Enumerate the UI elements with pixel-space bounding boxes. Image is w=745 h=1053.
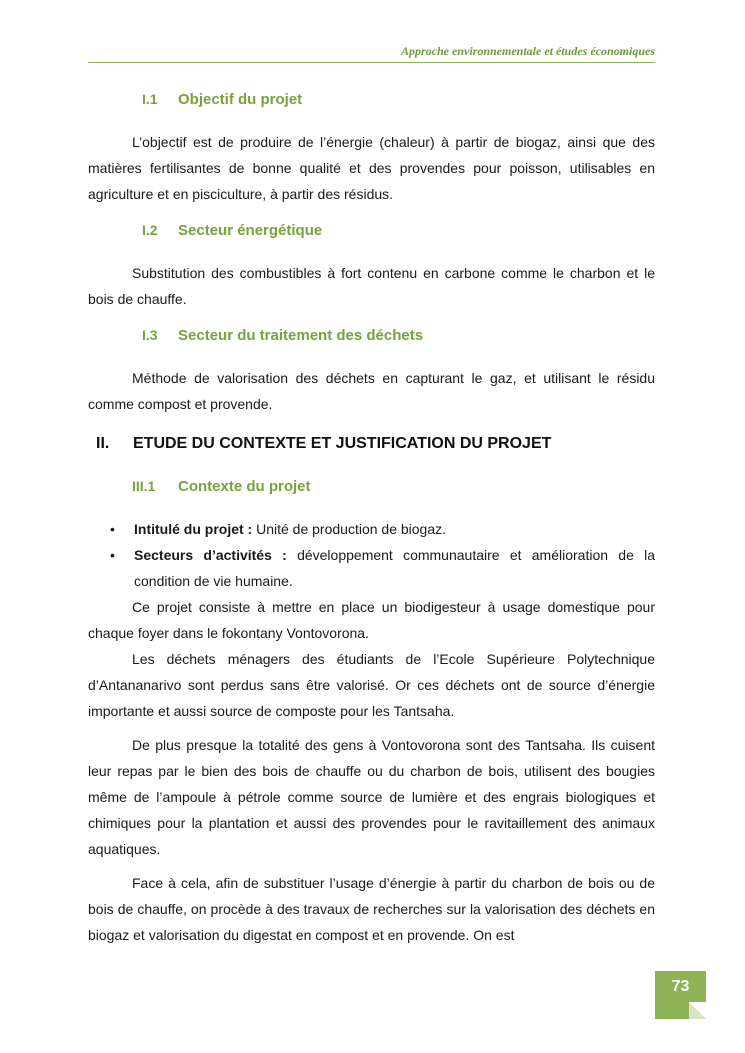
project-facts-list (88, 516, 655, 594)
section-number: I.3 (142, 327, 158, 343)
section-heading-dechets (142, 322, 655, 349)
section-title: Contexte du projet (178, 478, 311, 495)
chapter-title: ETUDE DU CONTEXTE ET JUSTIFICATION DU PROJET (133, 435, 552, 452)
page-corner-fold (689, 1002, 706, 1019)
page-content (88, 84, 655, 948)
section-title: Objectif du projet (178, 91, 303, 108)
section-title: Secteur énergétique (178, 222, 323, 239)
header-rule (88, 62, 655, 63)
running-header: Approche environnementale et études économiques (401, 44, 655, 58)
list-item (88, 516, 655, 542)
paragraph-dechets: Méthode de valorisation des déchets en capturant le gaz, et utilisant le résidu comme compost et provende. (88, 370, 655, 412)
paragraph-contexte-4: Face à cela, afin de substituer l’usage d’énergie à partir du charbon de bois ou de bois de chauffe, on procède à des travaux de recherches sur la valorisation des déchets en biogaz et valorisation du digestat en compost et en provende. On est (88, 875, 655, 943)
item-text: Unité de production de biogaz. (256, 521, 447, 537)
section-heading-energetique (142, 217, 655, 244)
list-item (88, 542, 655, 594)
chapter-heading (96, 431, 655, 457)
page-number: 73 (671, 978, 690, 995)
paragraph-contexte-3: De plus presque la totalité des gens à Vontovorona sont des Tantsaha. Ils cuisent leur repas par le bien des bois de chauffe ou du charbon de bois, utilisent des bougies même de l’ampoule à pétrole comme source de lumière et des engrais biologiques et chimiques pour la plantation et aussi des provendes pour le ravitaillement des animaux aquatiques. (88, 737, 655, 857)
item-text: développement communautaire et amélioration de la condition de vie humaine. (134, 547, 656, 589)
section-number: I.2 (142, 222, 158, 238)
paragraph-contexte-1: Ce projet consiste à mettre en place un biodigesteur à usage domestique pour chaque foyer dans le fokontany Vontovorona. (88, 599, 655, 641)
section-heading-objectif (142, 86, 655, 113)
item-label: Intitulé du projet : (134, 521, 253, 537)
section-heading-contexte (132, 473, 655, 500)
paragraph-energetique: Substitution des combustibles à fort contenu en carbone comme le charbon et le bois de chauffe. (88, 265, 655, 307)
chapter-number: II. (96, 435, 110, 452)
paragraph-contexte-2: Les déchets ménagers des étudiants de l’Ecole Supérieure Polytechnique d’Antananarivo sont perdus sans être valorisé. Or ces déchets ont de source d’énergie importante et aussi source de composte pour les Tantsaha. (88, 651, 655, 719)
section-title: Secteur du traitement des déchets (178, 327, 424, 344)
section-number: III.1 (132, 478, 156, 494)
item-label: Secteurs d’activités : (134, 547, 287, 563)
paragraph-objectif: L’objectif est de produire de l’énergie (chaleur) à partir de biogaz, ainsi que des matières fertilisantes de bonne qualité et des provendes pour poisson, utilisables en agriculture et en pisciculture, à partir des résidus. (88, 134, 655, 202)
section-number: I.1 (142, 91, 158, 107)
